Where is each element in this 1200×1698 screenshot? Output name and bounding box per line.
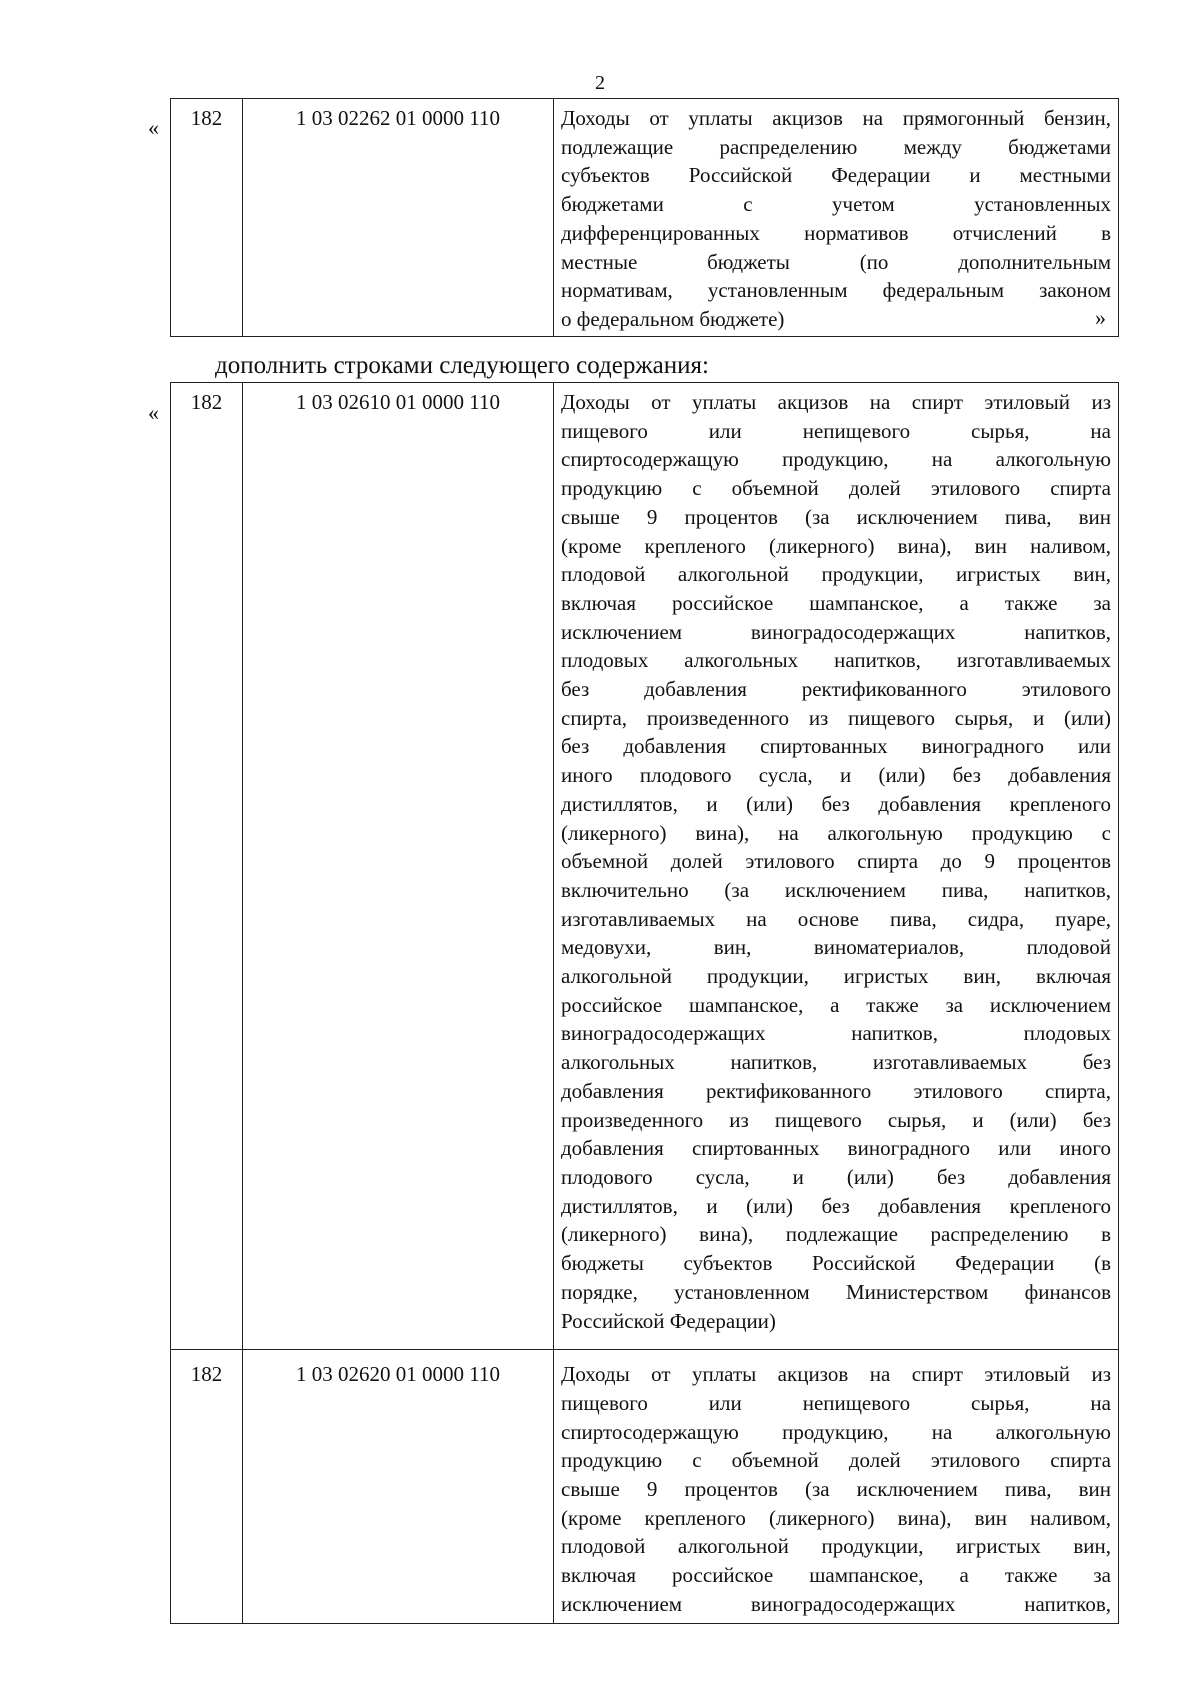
table-existing-row [170, 98, 1119, 337]
description-line: российское шампанское, а также за исключением [561, 992, 1111, 1017]
description-line: плодовой алкогольной продукции, игристых вин, [561, 1534, 1111, 1559]
table-row [171, 99, 1119, 337]
amendment-intro-text: дополнить строками следующего содержания: [215, 352, 709, 379]
description-line: включая российское шампанское, а также за [561, 1563, 1111, 1588]
description-line: спирта, произведенного из пищевого сырья, и (или) [561, 705, 1111, 730]
description-line: плодовых алкогольных напитков, изготавливаемых [561, 648, 1111, 673]
kbk-code-cell: 1 03 02620 01 0000 110 [243, 1350, 554, 1623]
description-line: плодового сусла, и (или) без добавления [561, 1164, 1111, 1189]
description-line: алкогольных напитков, изготавливаемых без [561, 1050, 1111, 1075]
description-line: дистиллятов, и (или) без добавления крепленого [561, 791, 1111, 816]
description-line: включая российское шампанское, а также за [561, 590, 1111, 615]
description-line: местные бюджеты (по дополнительным [561, 249, 1111, 274]
description-line: произведенного из пищевого сырья, и (или) без [561, 1107, 1111, 1132]
description-line: без добавления спиртованных виноградного или [561, 734, 1111, 759]
description-line: субъектов Российской Федерации и местными [561, 163, 1111, 188]
description-line: продукцию с объемной долей этилового спирта [561, 476, 1111, 501]
admin-code-cell: 182 [171, 99, 243, 337]
description-line: алкогольной продукции, игристых вин, включая [561, 964, 1111, 989]
description-line: (кроме крепленого (ликерного) вина), вин наливом, [561, 1505, 1111, 1530]
description-line: (ликерного) вина), подлежащие распределению в [561, 1222, 1111, 1247]
admin-code-cell: 182 [171, 383, 243, 1350]
table-row [171, 383, 1119, 1350]
description-line: изготавливаемых на основе пива, сидра, пуаре, [561, 906, 1111, 931]
description-line: бюджетами с учетом установленных [561, 192, 1111, 217]
description-line: пищевого или непищевого сырья, на [561, 1390, 1111, 1415]
description-line: нормативам, установленным федеральным законом [561, 278, 1111, 303]
page-number: 2 [595, 72, 605, 94]
description-line: виноградосодержащих напитков, плодовых [561, 1021, 1111, 1046]
description-line: добавления спиртованных виноградного или иного [561, 1136, 1111, 1161]
kbk-code-cell: 1 03 02262 01 0000 110 [243, 99, 554, 337]
description-line: подлежащие распределению между бюджетами [561, 134, 1111, 159]
description-line: Российской Федерации) [561, 1308, 776, 1333]
description-line: плодовой алкогольной продукции, игристых вин, [561, 562, 1111, 587]
description-line: спиртосодержащую продукцию, на алкогольную [561, 1419, 1111, 1444]
description-cell [554, 1350, 1119, 1623]
description-line: добавления ректификованного этилового спирта, [561, 1078, 1111, 1103]
description-line: бюджеты субъектов Российской Федерации (в [561, 1251, 1111, 1276]
description-line: дифференцированных нормативов отчислений в [561, 220, 1111, 245]
description-line: порядке, установленном Министерством финансов [561, 1279, 1111, 1304]
description-line: продукцию с объемной долей этилового спирта [561, 1448, 1111, 1473]
description-line: исключением виноградосодержащих напитков, [561, 1591, 1111, 1616]
description-line: свыше 9 процентов (за исключением пива, вин [561, 1477, 1111, 1502]
opening-quote-top: « [148, 115, 159, 140]
opening-quote-main: « [148, 400, 159, 425]
description-line: дистиллятов, и (или) без добавления крепленого [561, 1193, 1111, 1218]
table-row [171, 1350, 1119, 1623]
description-line: Доходы от уплаты акцизов на спирт этиловый из [561, 1362, 1111, 1387]
description-cell [554, 383, 1119, 1350]
description-line: Доходы от уплаты акцизов на спирт этиловый из [561, 390, 1111, 414]
description-line: свыше 9 процентов (за исключением пива, вин [561, 504, 1111, 529]
description-cell [554, 99, 1119, 337]
admin-code-cell: 182 [171, 1350, 243, 1623]
closing-quote-top: » [1095, 305, 1106, 330]
description-line: спиртосодержащую продукцию, на алкогольную [561, 447, 1111, 472]
description-line: пищевого или непищевого сырья, на [561, 418, 1111, 443]
description-line: объемной долей этилового спирта до 9 процентов [561, 849, 1111, 874]
description-line: исключением виноградосодержащих напитков, [561, 619, 1111, 644]
description-line: о федеральном бюджете) [561, 306, 785, 331]
kbk-code-cell: 1 03 02610 01 0000 110 [243, 383, 554, 1350]
table-new-rows [170, 382, 1119, 1624]
description-line: включительно (за исключением пива, напитков, [561, 877, 1111, 902]
description-line: (кроме крепленого (ликерного) вина), вин наливом, [561, 533, 1111, 558]
description-line: медовухи, вин, виноматериалов, плодовой [561, 935, 1111, 960]
description-line: без добавления ректификованного этилового [561, 677, 1111, 702]
description-line: Доходы от уплаты акцизов на прямогонный бензин, [561, 106, 1111, 130]
description-line: иного плодового сусла, и (или) без добавления [561, 763, 1111, 788]
description-line: (ликерного) вина), на алкогольную продукцию с [561, 820, 1111, 845]
